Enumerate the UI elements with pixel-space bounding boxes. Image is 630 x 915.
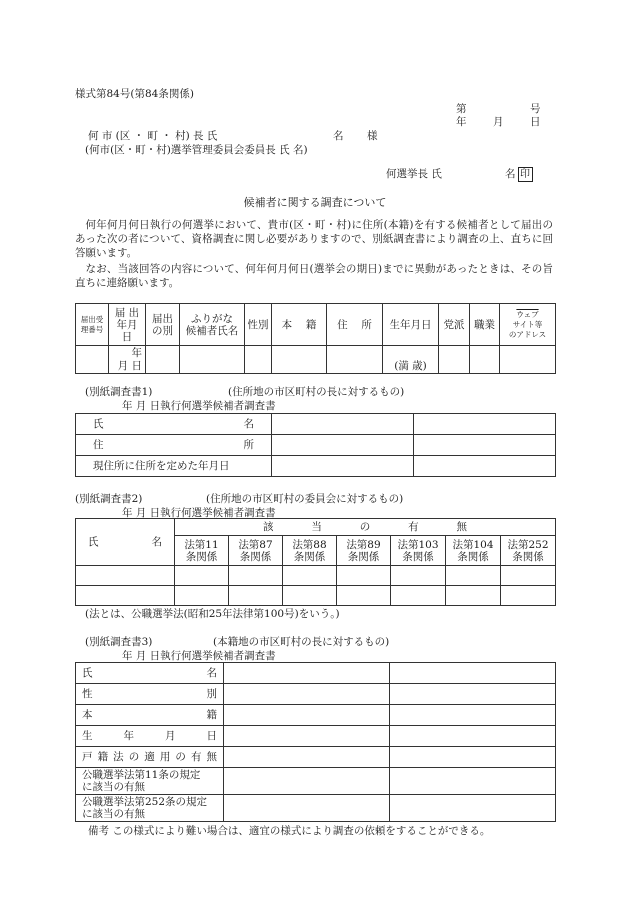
annex3-heading: 年 月 日執行何選挙候補者調査書 — [122, 650, 276, 662]
annex1-label: (別紙調査書1) — [85, 386, 153, 398]
cell-filing-date: 年 月 日 — [109, 346, 146, 374]
header-receipt-no: 届出受 理番号 — [76, 304, 109, 346]
annex2-col-103: 法第103 条関係 — [391, 536, 446, 566]
cell-address — [327, 346, 383, 374]
annex2-col-11: 法第11 条関係 — [175, 536, 229, 566]
addressee-line1: 何 市 (区 ・ 町 ・ 村) 長 氏 — [88, 130, 218, 142]
annex3-row-sex: 性 別 — [76, 684, 224, 705]
annex1-row-name: 氏 名 — [76, 414, 272, 435]
annex3-label: (別紙調査書3) — [85, 636, 153, 648]
header-birthdate: 生年月日 — [383, 304, 439, 346]
addressee-sama: 様 — [367, 130, 378, 142]
annex1-row-address: 住 所 — [76, 435, 272, 456]
header-party: 党派 — [439, 304, 470, 346]
cell-candidate-name — [180, 346, 245, 374]
header-candidate-name: ふりがな 候補者氏名 — [180, 304, 245, 346]
annex2-header-applicability: 該 当 の 有 無 — [175, 519, 556, 536]
cell-party — [439, 346, 470, 374]
annex1-heading: 年 月 日執行何選挙候補者調査書 — [122, 400, 276, 412]
cell-receipt-no — [76, 346, 109, 374]
annex2-col-89: 法第89 条関係 — [337, 536, 391, 566]
cell-sex — [245, 346, 272, 374]
cell-filing-type — [146, 346, 180, 374]
annex1-table — [75, 413, 556, 477]
remark: 備考 この様式により難い場合は、適宜の様式により調査の依頼をすることができる。 — [88, 825, 491, 837]
annex2-header-name: 氏 名 — [76, 519, 175, 566]
annex2-label: (別紙調査書2) — [75, 493, 143, 505]
annex2-row — [76, 566, 556, 586]
annex2-col-88: 法第88 条関係 — [283, 536, 337, 566]
header-website: ウェブ サイト等 のアドレス — [500, 304, 556, 346]
annex2-note: (法とは、公職選挙法(昭和25年法律第100号)をいう。) — [85, 608, 340, 620]
header-filing-type: 届出 の別 — [146, 304, 180, 346]
annex3-row-name: 氏 名 — [76, 663, 224, 684]
date-day: 日 — [530, 116, 541, 128]
annex2-col-252: 法第252 条関係 — [501, 536, 556, 566]
annex3-row-family-register: 戸 籍 法 の 適 用 の 有 無 — [76, 747, 224, 768]
header-filing-date: 届 出 年月日 — [109, 304, 146, 346]
annex3-row-art11: 公職選挙法第11条の規定 に該当の有無 — [76, 768, 224, 795]
date-month: 月 — [493, 116, 504, 128]
cell-birthdate: (満 歳) — [383, 346, 439, 374]
sender-label: 何選挙長 氏 — [386, 168, 442, 180]
header-address: 住 所 — [327, 304, 383, 346]
sender-name-block — [505, 166, 533, 182]
header-sex: 性別 — [245, 304, 272, 346]
annex2-col-87: 法第87 条関係 — [229, 536, 283, 566]
annex1-target: (住所地の市区町村の長に対するもの) — [228, 386, 405, 398]
doc-number-gou: 号 — [530, 103, 541, 115]
annex3-row-art252: 公職選挙法第252条の規定 に該当の有無 — [76, 795, 224, 822]
annex2-heading: 年 月 日執行何選挙候補者調査書 — [122, 507, 276, 519]
annex2-col-104: 法第104 条関係 — [446, 536, 501, 566]
body-paragraph-1: 何年何月何日執行の何選挙において、貴市(区・町・村)に住所(本籍)を有する候補者として届出のあった次の者について、資格調査に関し必要がありますので、別紙調査書により調査の上、直ちに回答願います。 — [75, 219, 553, 259]
annex2-row — [76, 586, 556, 606]
sender-name: 名 — [505, 168, 516, 180]
candidate-table — [75, 303, 556, 374]
cell-occupation — [470, 346, 500, 374]
header-occupation: 職業 — [470, 304, 500, 346]
annex3-row-domicile: 本 籍 — [76, 705, 224, 726]
annex3-table — [75, 662, 556, 822]
annex1-row-residence-date: 現住所に住所を定めた年月日 — [76, 456, 272, 477]
cell-website — [500, 346, 556, 374]
seal-mark: 印 — [518, 167, 533, 182]
annex2-table — [75, 518, 556, 606]
cell-domicile — [272, 346, 327, 374]
annex2-target: (住所地の市区町村の委員会に対するもの) — [206, 493, 404, 505]
annex3-target: (本籍地の市区町村の長に対するもの) — [213, 636, 390, 648]
annex3-row-birthdate: 生 年 月 日 — [76, 726, 224, 747]
body-paragraph-2: なお、当該回答の内容について、何年何月何日(選挙会の期日)までに異動があったときは、その旨直ちに連絡願います。 — [75, 263, 553, 289]
header-domicile: 本 籍 — [272, 304, 327, 346]
document-title: 候補者に関する調査について — [243, 196, 387, 209]
addressee-name: 名 — [333, 130, 344, 142]
doc-number-dai: 第 — [456, 103, 467, 115]
date-year: 年 — [456, 116, 467, 128]
addressee-line2: (何市(区・町・村)選挙管理委員会委員長 氏 名) — [85, 144, 308, 156]
form-number: 様式第84号(第84条関係) — [75, 88, 194, 100]
